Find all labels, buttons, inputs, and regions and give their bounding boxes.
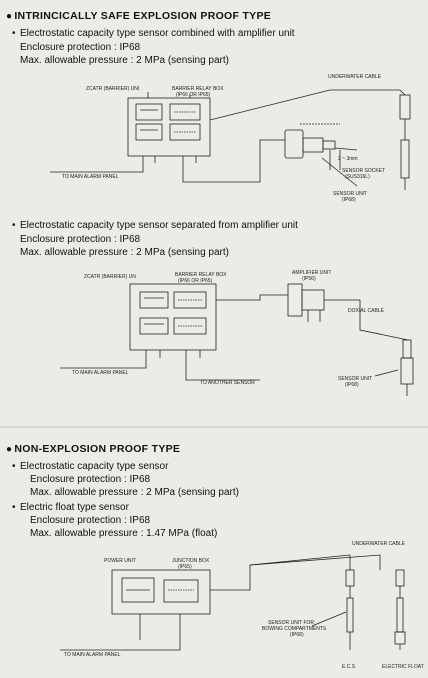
label-to-panel: TO MAIN ALARM PANEL [64, 652, 121, 658]
label-underwater-cable: UNDERWATER CABLE [328, 74, 381, 80]
label-to-other: TO ANOTHER SENSOR [200, 380, 255, 386]
spec-line: Enclosure protection : IP68 [30, 474, 151, 485]
item-title: Electrostatic capacity type sensor [20, 461, 169, 472]
junction-box-3 [112, 570, 210, 614]
subsection-title: Electrostatic capacity type sensor combined with amplifier unit [20, 28, 295, 39]
label-to-panel: TO MAIN ALARM PANEL [62, 174, 119, 180]
label-sensor-note: SENSOR UNIT FOR [268, 620, 315, 626]
label-sensor-unit: SENSOR UNIT [333, 191, 368, 197]
cable-to-panel-1 [50, 163, 143, 172]
label-barrier-unit: ZCATR (BARRIER) UNI [86, 86, 140, 92]
float-sensor-3 [396, 570, 404, 586]
subsection-title: Electrostatic capacity type sensor separated from amplifier unit [20, 220, 298, 231]
label-power-unit: POWER UNIT [104, 558, 136, 564]
item-title: Electric float type sensor [20, 502, 129, 513]
spec-line: Max. allowable pressure : 2 MPa (sensing part) [20, 247, 229, 258]
label-underwater-cable: UNDERWATER CABLE [352, 541, 405, 547]
label-coaxial-cable: DOXIAL CABLE [348, 308, 384, 314]
section-heading-explosion-proof: ● INTRINCICALLY SAFE EXPLOSION PROOF TYPE [6, 10, 272, 22]
spec-line: Enclosure protection : IP68 [20, 42, 141, 53]
sensor-probe-1 [400, 95, 410, 119]
label-sensor-socket: SENSOR SOCKET [342, 168, 386, 174]
spec-line: Max. allowable pressure : 1.47 MPa (float) [30, 528, 218, 539]
label-electric-float: ELECTRIC FLOAT [382, 664, 424, 670]
barrier-relay-box-1 [128, 98, 210, 156]
label-relay-box: BARRIER RELAY BOX [172, 86, 224, 92]
label-sensor-rating: (IP68) [345, 382, 359, 388]
bullet-icon: ● [6, 444, 13, 455]
label-sensor-note-2: BOWING COMPARTMENTS [262, 626, 327, 632]
label-junction-rating: (IP65) [178, 564, 192, 570]
barrier-unit-1b [136, 124, 162, 140]
cable-to-panel-2 [60, 358, 146, 368]
label-amplifier-unit: AMPLIFIER UNIT [292, 270, 332, 276]
label-amplifier-rating: (IP56) [302, 276, 316, 282]
cable-to-panel-3 [60, 640, 180, 650]
spec-line: Max. allowable pressure : 2 MPa (sensing part) [30, 487, 239, 498]
label-sensor-unit: SENSOR UNIT [338, 376, 373, 382]
label-relay-box-rating: (IP66 OR IP65) [176, 92, 211, 98]
section-heading-non-explosion-proof: ● NON-EXPLOSION PROOF TYPE [6, 443, 181, 455]
spec-line: Max. allowable pressure : 2 MPa (sensing part) [20, 55, 229, 66]
sensor-unit-1 [285, 130, 303, 158]
spec-line: Enclosure protection : IP68 [20, 234, 141, 245]
bullet-icon: • [12, 502, 16, 513]
bullet-icon: • [12, 461, 16, 472]
amplifier-unit-2 [288, 284, 302, 316]
ecs-sensor-3 [346, 570, 354, 586]
spec-line: Enclosure protection : IP68 [30, 515, 151, 526]
label-junction-box: JUNCTION BOX [172, 558, 210, 564]
barrier-unit-2b [140, 318, 168, 334]
label-gap: 2 ~ 3mm [338, 156, 358, 162]
sensor-unit-2 [401, 358, 413, 384]
underwater-cable-3 [210, 555, 350, 590]
label-relay-box: BARRIER RELAY BOX [175, 272, 227, 278]
barrier-relay-box-2 [130, 284, 216, 350]
label-relay-box-rating: (IP66 OR IP65) [178, 278, 213, 284]
bullet-icon: • [12, 220, 16, 231]
bullet-icon: • [12, 28, 16, 39]
barrier-unit-1a [136, 104, 162, 120]
label-barrier-unit: ZCATR (BARRIER) UN [84, 274, 136, 280]
label-to-panel: TO MAIN ALARM PANEL [72, 370, 129, 376]
barrier-unit-2a [140, 292, 168, 308]
label-ecs: E.C.S [342, 664, 356, 670]
underwater-cable-1 [210, 90, 405, 120]
label-sensor-rating: (IP68) [342, 197, 356, 203]
bullet-icon: ● [6, 11, 13, 22]
coaxial-cable-2 [324, 300, 408, 340]
label-socket-material: (SUS316L) [345, 174, 370, 180]
label-sensor-note-3: (IP68) [290, 632, 304, 638]
